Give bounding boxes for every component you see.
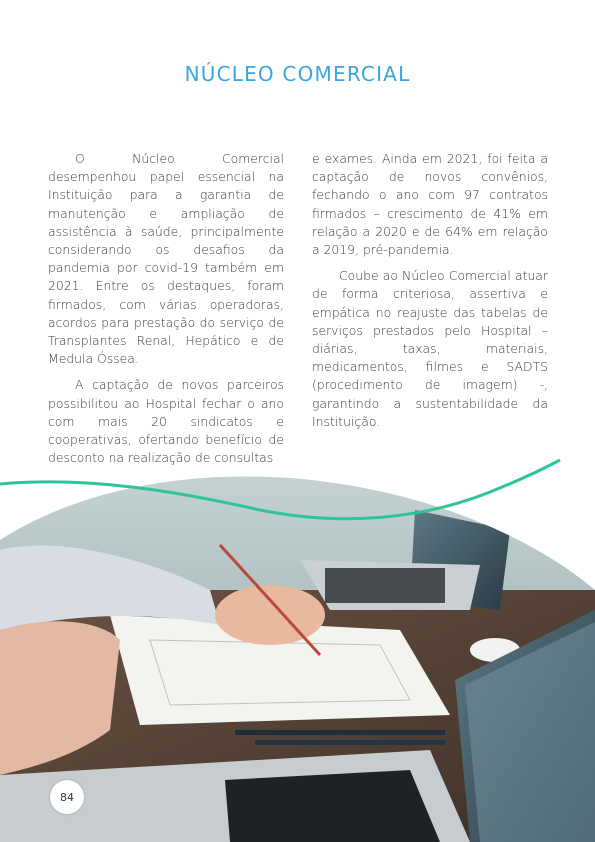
decorative-wave: [0, 440, 595, 530]
paragraph-partners: A captação de novos parceiros possibilitou ao Hospital fechar o ano com mais 20 sindicatos e cooperativas, ofertando benefício de desconto na realização de consultas: [48, 377, 284, 466]
page-title: NÚCLEO COMERCIAL: [184, 62, 411, 86]
page-number: 84: [50, 780, 84, 814]
paragraph-intro: O Núcleo Comercial desempenhou papel essencial na Instituição para a garantia de manutenção e ampliação de assistência à saúde, principalmente considerando os desafios da pandemia por covid-19 também em 2021. Entre os destaques, foram firmados, com várias operadoras, acordos para prestação do serviço de Transplantes Renal, Hepático e de Medula Óssea.: [48, 151, 284, 367]
right-text-column: [312, 150, 548, 439]
left-text-column: [48, 150, 284, 475]
paragraph-pricing: Coube ao Núcleo Comercial atuar de forma criteriosa, assertiva e empática no reajuste das tabelas de serviços prestados pelo Hospital – diárias, taxas, materiais, medicamentos, filmes e SADTS (procedimento de imagem) -, garantindo a sustentabilidade da Instituição.: [312, 268, 548, 429]
paragraph-partners-continued: e exames. Ainda em 2021, foi feita a captação de novos convênios, fechando o ano com 97 contratos firmados – crescimento de 41% em relação a 2020 e de 64% em relação a 2019, pré-pandemia.: [312, 151, 548, 258]
